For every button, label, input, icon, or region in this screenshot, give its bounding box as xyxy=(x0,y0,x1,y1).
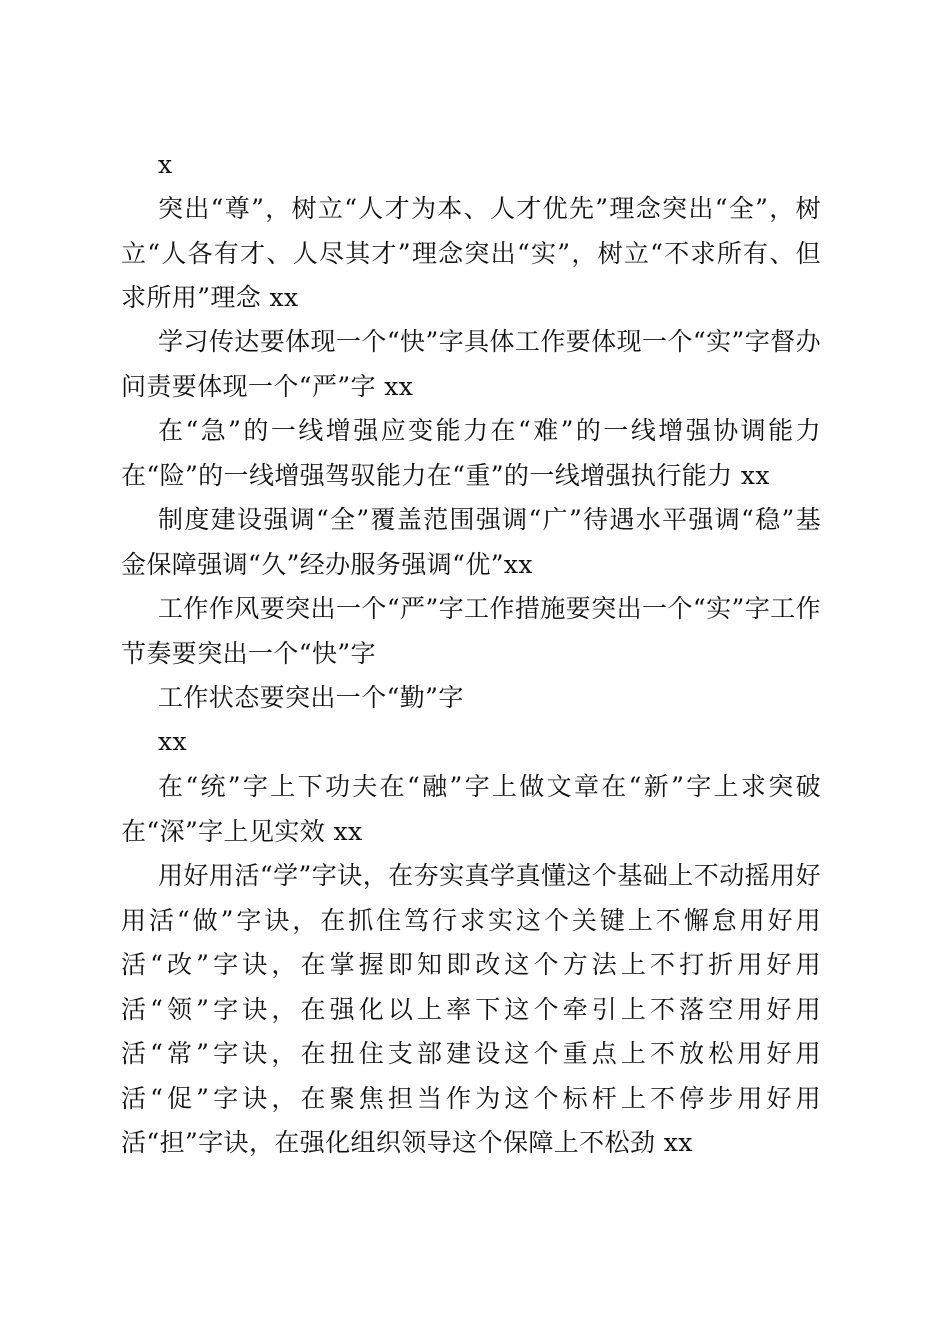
paragraph: 制度建设强调“全”覆盖范围强调“广”待遇水平强调“稳”基金保障强调“久”经办服务强调“优”xx xyxy=(121,505,821,579)
paragraph: 工作状态要突出一个“勤”字 xyxy=(158,683,464,712)
paragraph: 在“急”的一线增强应变能力在“难”的一线增强协调能力在“险”的一线增强驾驭能力在“重”的一线增强执行能力 xx xyxy=(121,416,821,490)
paragraph: 工作作风要突出一个“严”字工作措施要突出一个“实”字工作节奏要突出一个“快”字 xyxy=(121,594,821,668)
paragraph: 在“统”字上下功夫在“融”字上做文章在“新”字上求突破在“深”字上见实效 xx xyxy=(121,772,821,846)
paragraph: 学习传达要体现一个“快”字具体工作要体现一个“实”字督办问责要体现一个“严”字 xx xyxy=(121,327,821,401)
paragraph: x xyxy=(158,150,173,179)
paragraph: 用好用活“学”字诀，在夯实真学真懂这个基础上不动摇用好用活“做”字诀，在抓住笃行求实这个关键上不懈怠用好用活“改”字诀，在掌握即知即改这个方法上不打折用好用活“领”字诀，在强化以上率下这个牵引上不落空用好用活“常”字诀，在扭住支部建设这个重点上不放松用好用活“促”字诀，在聚焦担当作为这个标杆上不停步用好用活“担”字诀，在强化组织领导这个保障上不松劲 xx xyxy=(121,861,821,1157)
paragraph: xx xyxy=(158,727,187,756)
paragraph: 突出“尊”，树立“人才为本、人才优先”理念突出“全”，树立“人各有才、人尽其才”理念突出“实”，树立“不求所有、但求所用”理念 xx xyxy=(121,194,821,312)
